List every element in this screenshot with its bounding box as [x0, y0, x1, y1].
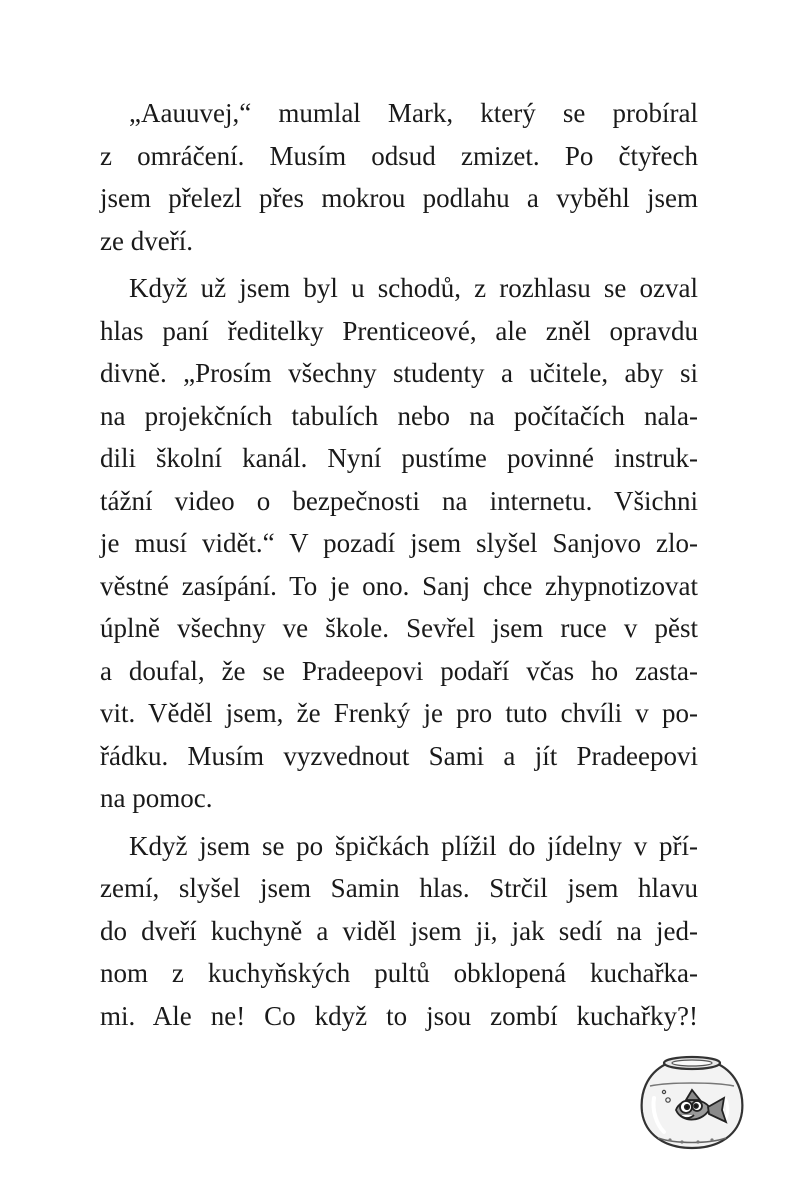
fishbowl-icon [636, 1052, 748, 1152]
text-line: Když už jsem byl u schodů, z rozhlasu se ozval [129, 273, 698, 303]
text-line: do dveří kuchyně a viděl jsem ji, jak sedí na jed- [100, 915, 698, 946]
text-line: ze dveří. [100, 225, 193, 256]
text-line: hlas paní ředitelky Prenticeové, ale zněl opravdu [100, 315, 698, 346]
text-line: jsem přelezl přes mokrou podlahu a vyběhl jsem [100, 183, 698, 213]
paragraph-1 [100, 92, 698, 262]
book-page-text [100, 92, 698, 1037]
text-line: nom z kuchyňských pultů obklopená kuchařka- [100, 958, 698, 988]
text-line: mi. Ale ne! Co když to jsou zombí kuchařky?! [100, 1000, 698, 1031]
text-line: Když jsem se po špičkách plížil do jídelny v pří- [129, 830, 698, 861]
text-line: na pomoc. [100, 783, 213, 813]
paragraph-2 [100, 267, 698, 820]
text-line: „Aauuvej,“ mumlal Mark, který se probíral [129, 98, 698, 128]
text-line: věstné zasípání. To je ono. Sanj chce zhypnotizovat [100, 570, 698, 601]
text-line: a doufal, že se Pradeepovi podaří včas ho zasta- [100, 655, 698, 686]
text-line: zemí, slyšel jsem Samin hlas. Strčil jsem hlavu [100, 873, 698, 903]
text-line: řádku. Musím vyzvednout Sami a jít Pradeepovi [100, 740, 698, 771]
text-line: divně. „Prosím všechny studenty a učitele, aby si [100, 358, 698, 388]
text-line: dili školní kanál. Nyní pustíme povinné instruk- [100, 443, 698, 473]
paragraph-3 [100, 825, 698, 1038]
text-line: na projekčních tabulích nebo na počítačích nala- [100, 400, 698, 431]
text-line: vit. Věděl jsem, že Frenký je pro tuto chvíli v po- [100, 698, 698, 728]
text-line: tážní video o bezpečnosti na internetu. Všichni [100, 485, 698, 516]
text-line: je musí vidět.“ V pozadí jsem slyšel Sanjovo zlo- [100, 528, 698, 558]
text-line: z omráčení. Musím odsud zmizet. Po čtyřech [100, 140, 698, 171]
text-line: úplně všechny ve škole. Sevřel jsem ruce v pěst [100, 613, 698, 643]
